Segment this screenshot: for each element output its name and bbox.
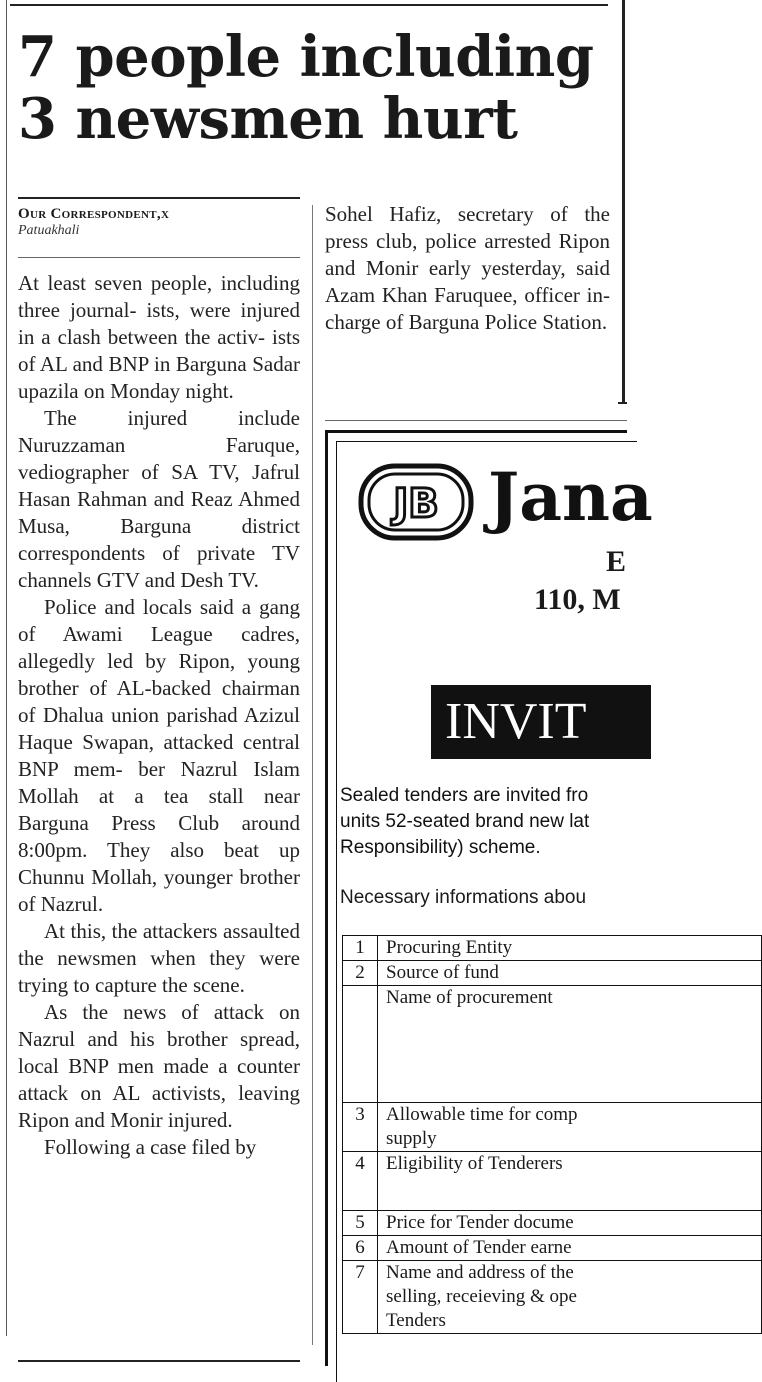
ad-body-text [340,783,660,861]
article-line: As the news of attack on [44,1000,300,1024]
row-label-line: supply [386,1128,437,1149]
article-line: gang of Awami League [18,595,300,646]
row-label [378,1261,762,1334]
row-number: 1 [343,936,378,961]
row-label-line: selling, receieving & ope [386,1286,577,1307]
article-line: Following a case filed by [44,1135,257,1159]
article-column-2 [325,201,610,336]
byline [18,206,308,239]
article-line: attacked central BNP mem- [18,730,301,781]
table-row [343,1211,762,1236]
row-label [378,1152,762,1211]
row-label-line: Allowable time for comp [386,1104,578,1125]
logo-text: JB [393,481,439,527]
ad-body-line: Responsibility) scheme. [340,837,541,858]
article-line: Barguna Sadar upazila on [18,352,301,403]
tender-table [342,935,762,1334]
row-label [378,1211,762,1236]
article-paragraph [18,918,300,999]
article-line: Police and locals said a [44,595,252,619]
left-column-rule [6,0,7,1336]
bank-name: Jana [488,458,653,536]
article-line: Dhalua union parishad [43,703,238,727]
ad-body-line: units 52-seated brand new lat [340,811,590,832]
row-number [343,986,378,1103]
article-paragraph [325,201,610,336]
article-line: capture the scene. [95,973,245,997]
table-row [343,1236,762,1261]
article-line: a tea stall near Barguna [18,784,300,835]
row-label-line: Name and address of the [386,1262,574,1283]
article-line: Hasan Rahman and Reaz [18,487,233,511]
article-line: vediographer of SA TV, Jafrul [18,460,300,484]
article-column-1 [18,270,300,1161]
table-row [343,1261,762,1334]
table-row [343,986,762,1103]
article-line: assaulted the newsmen [18,919,301,970]
article-line: arrested Ripon and Monir [325,229,611,280]
row-label-line: Eligibility of Tenderers [386,1153,563,1174]
article-line: Nuruzzaman Faruque, [18,433,300,457]
row-label-line: Tenders [386,1310,446,1331]
byline-place: Patuakhali [18,223,80,238]
article-paragraph [18,270,300,405]
article-paragraph [18,594,300,918]
article-line: ists of AL and BNP in [18,325,301,376]
table-row [343,936,762,961]
row-number: 5 [343,1211,378,1236]
row-label-line: Name of procurement [386,987,553,1008]
article-line: Monir injured. [110,1108,233,1132]
byline-name: Our Correspondent,x [18,206,170,222]
row-number: 6 [343,1236,378,1261]
article-line: ber Nazrul Islam Mollah at [18,757,301,808]
advertisement [325,430,653,1366]
row-label [378,961,762,986]
article-line: private TV channels GTV [18,541,301,592]
article-line: ists, were injured in a [18,298,300,349]
article-line: Ripon, young brother of [18,649,301,700]
article-line: early yesterday, said Azam [325,256,610,307]
article-line: Nazrul and his brother [18,1027,228,1051]
article-line: Ahmed Musa, Barguna [18,487,300,538]
article-line: At least seven people, [18,271,213,295]
ad-subtitle: E [606,545,627,578]
row-label-line: Procuring Entity [386,937,513,958]
headline-underline [18,197,300,199]
article-line: Press Club around 8:00pm. [18,811,300,862]
ad-address: 110, M [534,583,621,616]
right-border-foot [618,402,627,404]
article-line: and Desh TV. [144,568,259,592]
article-line: Station. [542,310,608,334]
ad-body-line: Sealed tenders are invited fro [340,785,589,806]
byline-underline [18,257,300,258]
article-paragraph [18,1134,300,1161]
row-label [378,1236,762,1261]
column-divider [312,205,313,1345]
headline [18,26,618,150]
top-rule [10,4,608,6]
article-line: Khan Faruquee, officer in- [381,283,610,307]
headline-line-2: 3 newsmen hurt [18,86,518,152]
article-line: Mollah, younger brother of [18,865,300,916]
article-line: The injured include [44,406,300,430]
headline-line-1: 7 people including [18,24,594,90]
article-paragraph [18,999,300,1134]
table-row [343,961,762,986]
article-line: Azizul Haque Swapan, [18,703,301,754]
article-line: Nazrul. [40,892,104,916]
article-line: AL-backed chairman of [18,676,300,727]
row-number: 2 [343,961,378,986]
article-line: Sohel Hafiz, secretary of [325,202,568,226]
article-paragraph [18,405,300,594]
bottom-rule [18,1360,300,1362]
article-line: activists, leaving Ripon and [18,1081,301,1132]
table-row [343,1103,762,1152]
row-label [378,936,762,961]
right-border-rule [622,0,625,404]
article-line: when they were trying to [18,946,300,997]
table-row [343,1152,762,1211]
ad-note: Necessary informations abou [340,887,587,908]
row-label-line: Amount of Tender earne [386,1237,572,1258]
column2-bottom-rule [325,420,627,421]
row-number: 4 [343,1152,378,1211]
row-label [378,1103,762,1152]
article-line: district correspondents of [18,514,300,565]
article-line: clash between the activ- [57,325,266,349]
article-line: Monday night. [110,379,234,403]
row-label-line: Price for Tender docume [386,1212,574,1233]
article-line: At this, the attackers [44,919,218,943]
row-number: 7 [343,1261,378,1334]
invitation-banner: INVIT [431,685,651,759]
article-line: spread, local BNP men [18,1027,301,1078]
article-line: charge of Barguna Police [325,310,538,334]
article-line: made a counter attack on AL [18,1054,300,1105]
bank-logo-icon [358,463,474,541]
article-line: cadres, allegedly led by [18,622,300,673]
row-label [378,986,762,1103]
article-line: including three journal- [18,271,301,322]
row-number: 3 [343,1103,378,1152]
article-line: They also beat up Chunnu [18,838,300,889]
article-line: the press club, police [325,202,610,253]
row-label-line: Source of fund [386,962,499,983]
